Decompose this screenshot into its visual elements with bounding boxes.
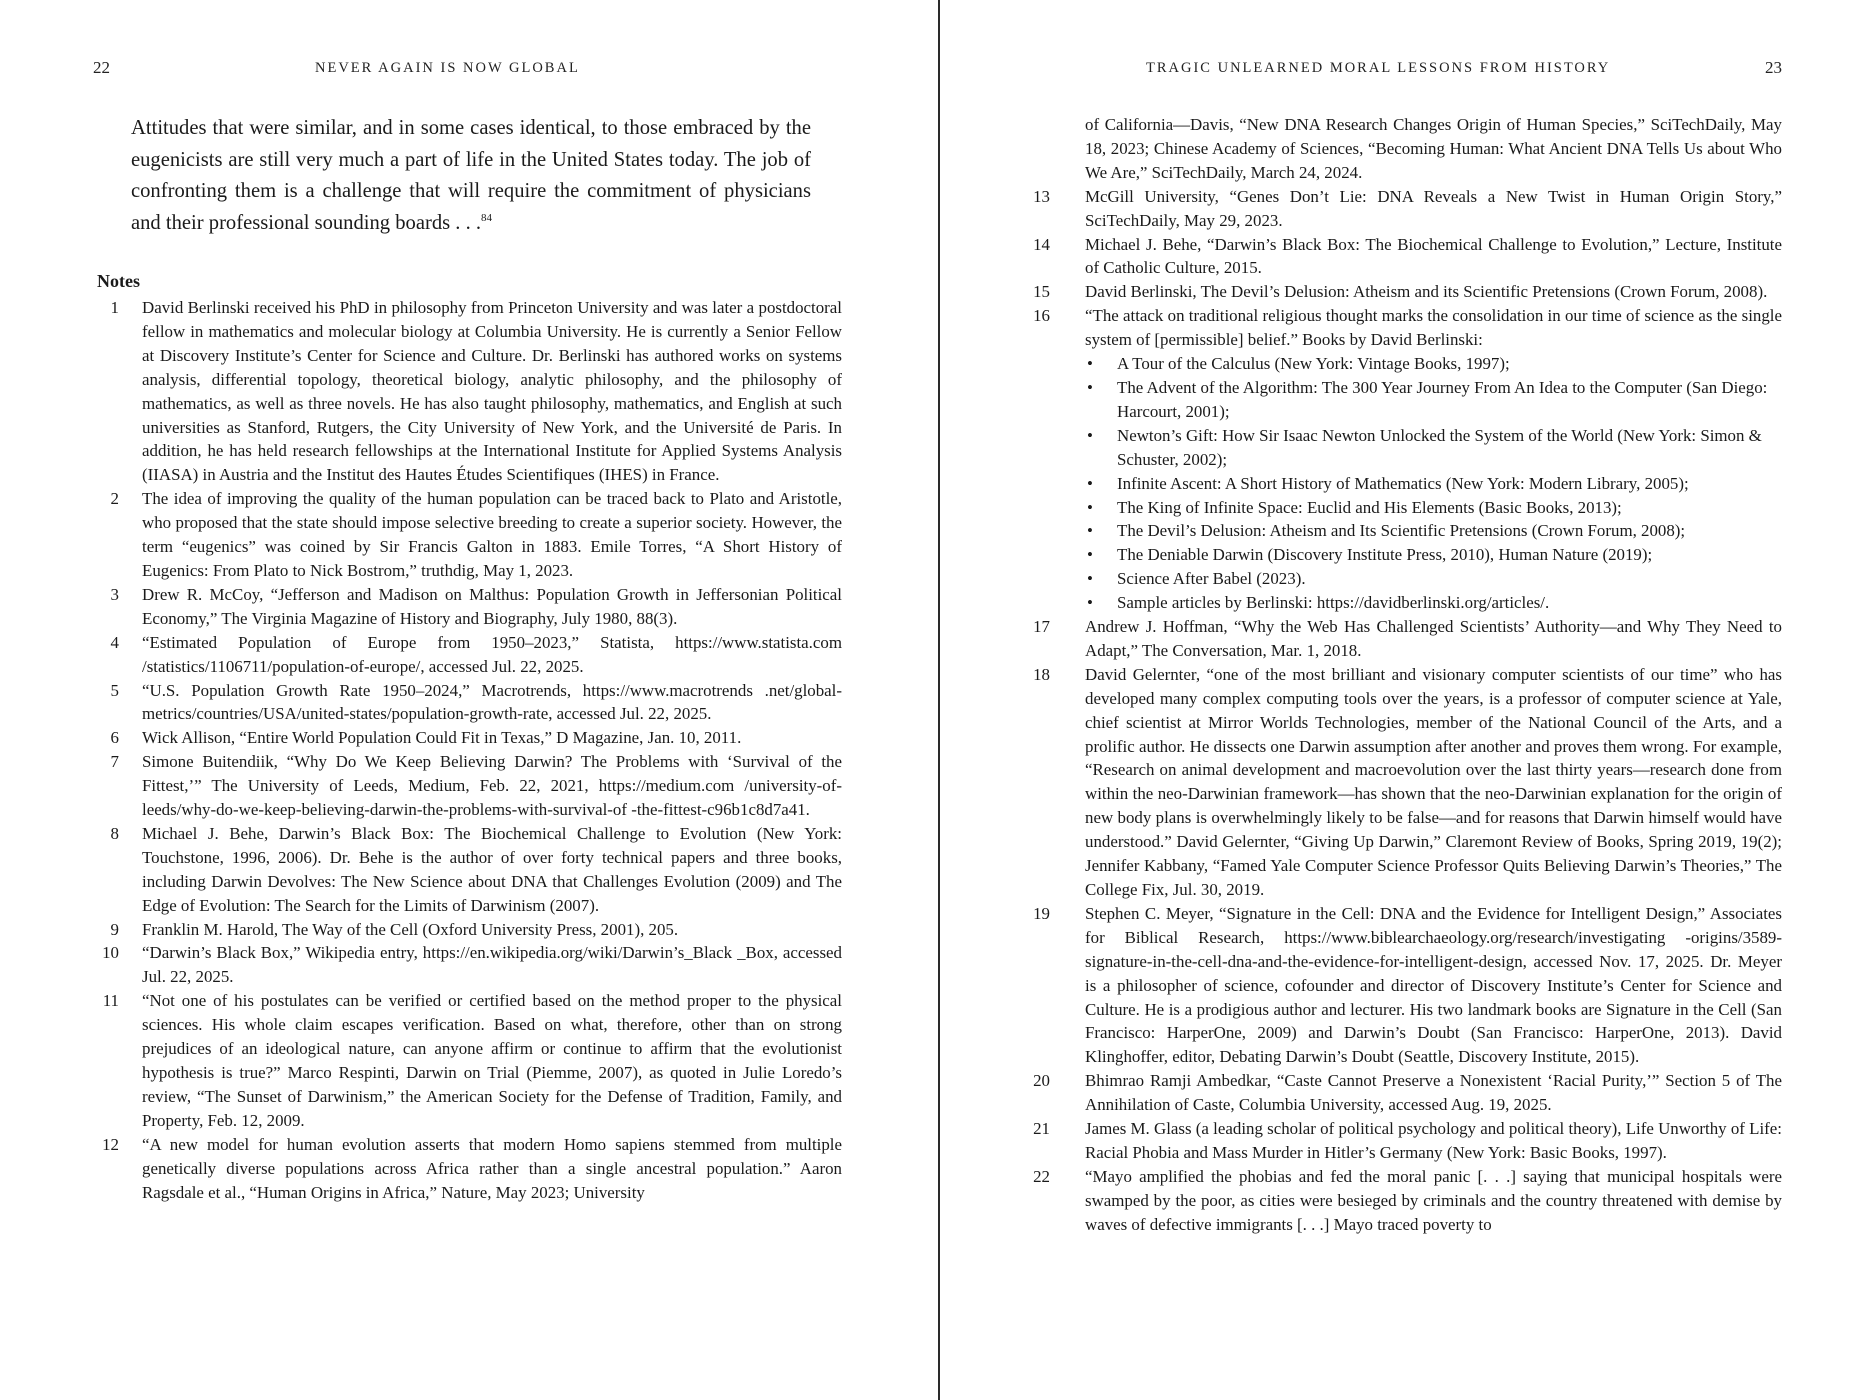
note-item [97,750,842,822]
note-number: 5 [110,680,119,700]
note-number: 17 [1033,617,1050,637]
note-number: 3 [110,584,119,604]
note-number: 7 [110,752,119,772]
page-number: 22 [93,58,110,77]
note-text: Andrew J. Hoffman, “Why the Web Has Challenged Scientists’ Authority—and Why They Need to Adapt,” The Conversation, Mar. 1, 2018. [1085,617,1782,660]
running-head-title: NEVER AGAIN IS NOW GLOBAL [315,60,580,76]
note-text: David Berlinski, The Devil’s Delusion: Atheism and its Scientific Pretensions (Crown Forum, 2008). [1085,282,1768,302]
note-item [97,487,842,583]
note-number: 19 [1033,903,1050,923]
note-continuation [1040,113,1782,185]
book-item: • The Deniable Darwin (Discovery Institute Press, 2010), Human Nature (2019); [1085,543,1782,567]
note-text: James M. Glass (a leading scholar of political psychology and political theory), Life Unworthy of Life: Racial Phobia and Mass Murder in Hitler’s Germany (New York: Basic Books, 1997). [1085,1119,1782,1162]
note-text: Bhimrao Ramji Ambedkar, “Caste Cannot Preserve a Nonexistent ‘Racial Purity,’” Section 5 of The Annihilation of Caste, Columbia University, accessed Aug. 19, 2025. [1085,1071,1782,1115]
book-item: • A Tour of the Calculus (New York: Vintage Books, 1997); [1085,352,1782,376]
note-text: Simone Buitendiik, “Why Do We Keep Believing Darwin? The Problems with ‘Survival of the Fittest,’” The University of Leeds, Medium, Feb. 22, 2021, https://medium.com /university-of-leeds/why-do-we-keep-believing-darwin-the-problems-with-survival-of -the-fittest-c96b1c8d7a41. [142,752,842,820]
note-item [97,822,842,918]
running-head [93,58,842,82]
note-text: “U.S. Population Growth Rate 1950–2024,” Macrotrends, https://www.macrotrends .net/global-metrics/countries/USA/united-states/population-growth-rate, accessed Jul. 22, 2025. [142,680,842,724]
note-item [97,726,842,750]
note-text: “Not one of his postulates can be verified or certified based on the method proper to the physical sciences. His whole claim escapes verification. Based on what, therefore, other than on strong prejudices of an ideological nature, can anyone affirm or continue to affirm that the evolutionist hypothesis is true?” Marco Respinti, Darwin on Trial (Piemme, 2007), as quoted in Julie Loredo’s review, “The Sunset of Darwinism,” the American Society for the Defense of Tradition, Family, and Property, Feb. 12, 2009. [142,991,842,1130]
left-page [93,0,842,1400]
book-item: • Newton’s Gift: How Sir Isaac Newton Unlocked the System of the World (New York: Simon & Schuster, 2002); [1085,424,1782,472]
notes-list [1033,113,1782,1237]
note-text: Franklin M. Harold, The Way of the Cell (Oxford University Press, 2001), 205. [142,919,679,939]
note-number: 20 [1033,1071,1050,1091]
note-item [1033,1069,1782,1117]
book-item: • The Devil’s Delusion: Atheism and Its Scientific Pretensions (Crown Forum, 2008); [1085,519,1782,543]
note-number: 15 [1033,282,1050,302]
book-item: • Sample articles by Berlinski: https://davidberlinski.org/articles/. [1085,591,1782,615]
note-number: 18 [1033,664,1050,684]
note-number: 14 [1033,234,1050,254]
book-item: • Infinite Ascent: A Short History of Mathematics (New York: Modern Library, 2005); [1085,472,1782,496]
notes-heading: Notes [97,271,140,291]
note-number: 11 [102,991,119,1011]
note-text: “Darwin’s Black Box,” Wikipedia entry, https://en.wikipedia.org/wiki/Darwin’s_Black _Box, accessed Jul. 22, 2025. [142,943,842,987]
note-number: 6 [110,728,119,748]
note-number: 4 [110,632,119,652]
note-number: 16 [1033,306,1050,326]
quote-reference: 84 [481,211,493,224]
note-number: 21 [1033,1119,1050,1139]
note-item [1033,1165,1782,1237]
note-item [1033,280,1782,304]
page-gutter [938,0,940,1400]
note-text: Wick Allison, “Entire World Population Could Fit in Texas,” D Magazine, Jan. 10, 2011. [142,728,742,748]
note-number: 1 [110,298,119,317]
note-text: Stephen C. Meyer, “Signature in the Cell: DNA and the Evidence for Intelligent Design,” Associates for Biblical Research, https://www.biblearchaeology.org/research/investigating -origins/3589-signature-in-the-cell-dna-and-the-evidence-for-intelligent-design, accessed Nov. 17, 2025. Dr. Meyer is a philosopher of science, cofounder and director of Discovery Institute’s Center for Science and Culture. He is a prodigious author and lecturer. His two landmark books are Signature in the Cell (San Francisco: HarperOne, 2009) and Darwin’s Doubt (San Francisco: HarperOne, 2013). David Klinghoffer, editor, Debating Darwin’s Doubt (Seattle, Discovery Institute, 2015). [1085,903,1782,1067]
note-item [97,941,842,989]
note-number: 22 [1033,1166,1050,1186]
note-number: 8 [110,823,119,843]
note-item [1033,1117,1782,1165]
running-head-title: TRAGIC UNLEARNED MORAL LESSONS FROM HISTORY [1146,60,1611,76]
right-page [1033,0,1782,1400]
books-list [1085,352,1782,615]
note-number: 10 [102,943,119,963]
book-item: • Science After Babel (2023). [1085,567,1782,591]
note-text: of California—Davis, “New DNA Research Changes Origin of Human Species,” SciTechDaily, May 18, 2023; Chinese Academy of Sciences, “Becoming Human: What Ancient DNA Tells Us about Who We Are,” SciTechDaily, March 24, 2024. [1085,115,1782,182]
note-text: David Berlinski received his PhD in philosophy from Princeton University and was later a postdoctoral fellow in mathematics and molecular biology at Columbia University. He is currently a Senior Fellow at Discovery Institute’s Center for Science and Culture. Dr. Berlinski has authored works on systems analysis, differential topology, theoretical biology, analytic philosophy, and the philosophy of mathematics, as well as three novels. He has also taught philosophy, mathematics, and English at such universities as Stanford, Rutgers, the City University of New York, and the Université de Paris. In addition, he has held research fellowships at the International Institute for Applied Systems Analysis (IIASA) in Austria and the Institut des Hautes Études Scientifiques (IHES) in France. [142,298,842,485]
note-item [97,989,842,1132]
note-number: 13 [1033,186,1050,206]
note-text: “A new model for human evolution asserts that modern Homo sapiens stemmed from multiple genetically diverse populations across Africa rather than a single ancestral population.” Aaron Ragsdale et al., “Human Origins in Africa,” Nature, May 2023; University [142,1134,842,1202]
block-quote [131,113,811,239]
note-item [97,918,842,942]
note-item [97,296,842,487]
note-item [1033,304,1782,615]
note-item [1033,233,1782,281]
note-item [97,679,842,727]
running-head [1040,60,1782,82]
note-text: The idea of improving the quality of the human population can be traced back to Plato and Aristotle, who proposed that the state should impose selective breeding to create a superior society. However, the term “eugenics” was coined by Sir Francis Galton in 1883. Emile Torres, “A Short History of Eugenics: From Plato to Nick Bostrom,” truthdig, May 1, 2023. [142,489,842,580]
note-text: Drew R. McCoy, “Jefferson and Madison on Malthus: Population Growth in Jeffersonian Political Economy,” The Virginia Magazine of History and Biography, July 1980, 88(3). [142,584,842,628]
note-item [97,631,842,679]
note-text: McGill University, “Genes Don’t Lie: DNA Reveals a New Twist in Human Origin Story,” SciTechDaily, May 29, 2023. [1085,186,1782,230]
note-text: Michael J. Behe, Darwin’s Black Box: The Biochemical Challenge to Evolution (New York: Touchstone, 1996, 2006). Dr. Behe is the author of over forty technical papers and three books, including Darwin Devolves: The New Science about DNA that Challenges Evolution (2009) and The Edge of Evolution: The Search for the Limits of Darwinism (2007). [142,823,842,915]
note-text: “The attack on traditional religious thought marks the consolidation in our time of science as the single system of [permissible] belief.” Books by David Berlinski: [1085,306,1782,350]
note-number: 12 [102,1134,119,1154]
note-number: 2 [110,489,119,509]
note-item [97,583,842,631]
note-number: 9 [110,919,119,939]
note-text: “Mayo amplified the phobias and fed the moral panic [. . .] saying that municipal hospitals were swamped by the poor, as cities were besieged by criminals and the country threatened with demise by waves of defective immigrants [. . .] Mayo traced poverty to [1085,1166,1782,1234]
notes-list [97,296,842,1204]
note-item [1033,663,1782,902]
page-number: 23 [1765,58,1782,77]
note-item [1033,615,1782,663]
note-item [1033,185,1782,233]
note-item [97,1133,842,1205]
note-text: David Gelernter, “one of the most brilliant and visionary computer scientists of our time” who has developed many complex computing tools over the years, is a professor of computer science at Yale, chief scientist at Mirror Worlds Technologies, member of the National Council of the Arts, and a prolific author. He dissects one Darwin assumption after another and proves them wrong. For example, “Research on animal development and macroevolution over the last thirty years—research done from within the neo-Darwinian framework—has shown that the neo-Darwinian explanation for the origin of new body plans is overwhelmingly likely to be false—and for reasons that Darwin himself would have understood.” David Gelernter, “Giving Up Darwin,” Claremont Review of Books, Spring 2019, 19(2); Jennifer Kabbany, “Famed Yale Computer Science Professor Quits Believing Darwin’s Theories,” The College Fix, Jul. 30, 2019. [1085,664,1782,899]
book-item: • The Advent of the Algorithm: The 300 Year Journey From An Idea to the Computer (San Diego: Harcourt, 2001); [1085,376,1782,424]
book-item: • The King of Infinite Space: Euclid and His Elements (Basic Books, 2013); [1085,496,1782,520]
note-text: “Estimated Population of Europe from 1950–2023,” Statista, https://www.statista.com /statistics/1106711/population-of-europe/, accessed Jul. 22, 2025. [142,632,842,676]
quote-text: Attitudes that were similar, and in some cases identical, to those embraced by the eugenicists are still very much a part of life in the United States today. The job of confronting them is a challenge that will require the commitment of physicians and their professional sounding boards . . . [131,117,811,234]
note-text: Michael J. Behe, “Darwin’s Black Box: The Biochemical Challenge to Evolution,” Lecture, Institute of Catholic Culture, 2015. [1085,234,1782,278]
note-item [1033,902,1782,1069]
